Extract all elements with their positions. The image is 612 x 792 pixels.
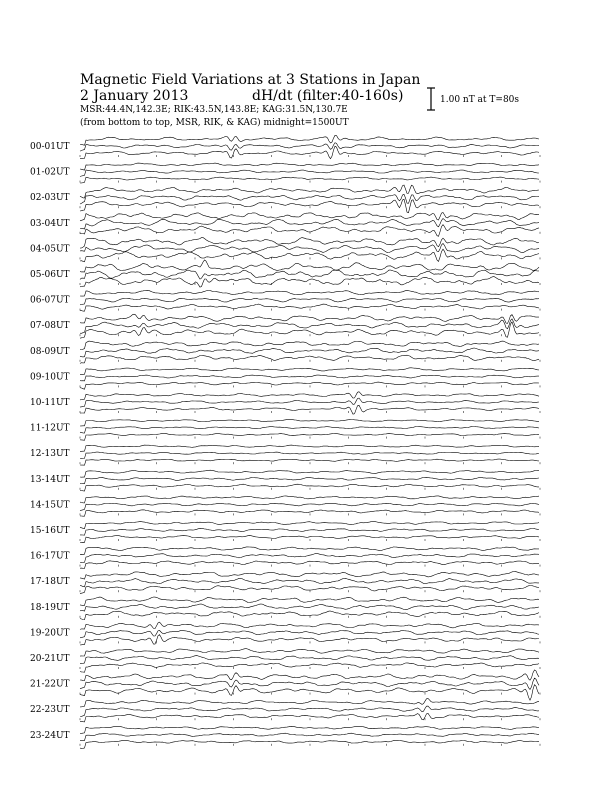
row-05-06ut: [30, 260, 540, 287]
trace-msr: [80, 522, 539, 529]
trace-msr: [80, 496, 539, 503]
trace-msr: [80, 419, 539, 426]
trace-rik: [80, 143, 539, 151]
trace-kag: [80, 322, 539, 338]
trace-rik: [80, 477, 539, 483]
trace-rik: [80, 194, 539, 204]
row-21-22ut: [30, 670, 540, 700]
row-label: 15-16UT: [30, 526, 70, 536]
trace-msr: [80, 341, 539, 350]
trace-rik: [80, 170, 539, 177]
row-07-08ut: [30, 314, 540, 338]
trace-kag: [80, 355, 539, 363]
page-title: Magnetic Field Variations at 3 Stations in Japan: [80, 72, 421, 88]
trace-kag: [80, 510, 539, 516]
row-label: 10-11UT: [30, 398, 70, 408]
trace-rik: [80, 244, 539, 253]
row-label: 13-14UT: [30, 474, 70, 485]
trace-kag: [80, 277, 539, 288]
trace-msr: [80, 726, 539, 733]
trace-kag: [80, 199, 539, 213]
trace-kag: [80, 433, 539, 440]
row-label: 00-01UT: [30, 142, 70, 152]
trace-kag: [80, 146, 539, 159]
row-label: 08-09UT: [30, 346, 70, 357]
row-label: 02-03UT: [30, 193, 70, 204]
trace-rik: [80, 270, 539, 279]
row-label: 21-22UT: [30, 679, 70, 690]
row-08-09ut: [30, 341, 540, 363]
trace-rik: [80, 298, 539, 305]
trace-rik: [80, 706, 539, 716]
trace-rik: [80, 630, 539, 637]
trace-rik: [80, 528, 539, 535]
trace-msr: [80, 445, 539, 451]
row-03-04ut: [30, 213, 540, 237]
trace-msr: [80, 547, 539, 555]
trace-rik: [80, 427, 539, 434]
row-label: 17-18UT: [30, 577, 70, 588]
row-02-03ut: [30, 185, 540, 213]
trace-rik: [80, 503, 539, 510]
row-label: 19-20UT: [30, 628, 70, 639]
row-label: 07-08UT: [30, 321, 70, 332]
trace-kag: [80, 225, 539, 237]
row-22-23ut: [30, 698, 540, 722]
trace-kag: [80, 611, 539, 620]
trace-rik: [80, 348, 539, 357]
row-12-13ut: [30, 445, 540, 465]
trace-msr: [80, 670, 539, 681]
row-04-05ut: [30, 238, 540, 262]
row-17-18ut: [30, 571, 540, 593]
row-label: 09-10UT: [30, 372, 70, 383]
row-label: 14-15UT: [30, 500, 70, 511]
row-15-16ut: [30, 522, 540, 543]
row-14-15ut: [30, 496, 540, 516]
row-label: 23-24UT: [30, 730, 70, 741]
row-19-20ut: [30, 622, 540, 645]
row-16-17ut: [30, 547, 540, 569]
trace-kag: [80, 382, 539, 389]
row-label: 11-12UT: [30, 423, 70, 434]
scale-label: 1.00 nT at T=80s: [440, 95, 520, 105]
trace-kag: [80, 177, 539, 183]
row-label: 20-21UT: [30, 654, 70, 664]
quantity-label: dH/dt (filter:40-160s): [252, 88, 404, 104]
row-10-11ut: [30, 392, 540, 414]
row-label: 16-17UT: [30, 551, 70, 562]
row-13-14ut: [30, 470, 540, 491]
trace-msr: [80, 470, 539, 477]
trace-rik: [80, 219, 539, 230]
trace-rik: [80, 733, 539, 740]
trace-msr: [80, 314, 539, 323]
trace-kag: [80, 405, 539, 414]
trace-kag: [80, 685, 539, 701]
trace-msr: [80, 392, 539, 400]
row-label: 05-06UT: [30, 270, 70, 280]
trace-kag: [80, 740, 539, 748]
trace-kag: [80, 304, 539, 311]
trace-msr: [80, 135, 539, 145]
row-06-07ut: [30, 290, 540, 311]
trace-kag: [80, 249, 539, 262]
trace-msr: [80, 649, 539, 656]
trace-rik: [80, 604, 539, 611]
trace-msr: [80, 260, 539, 272]
row-18-19ut: [30, 597, 540, 620]
trace-msr: [80, 698, 539, 707]
row-label: 04-05UT: [30, 244, 70, 255]
row-label: 06-07UT: [30, 295, 70, 306]
trace-rik: [80, 578, 539, 587]
trace-msr: [80, 163, 539, 170]
scale-bar: [427, 88, 435, 110]
trace-kag: [80, 459, 539, 465]
row-label: 18-19UT: [30, 602, 70, 613]
row-label: 03-04UT: [30, 218, 70, 229]
trace-kag: [80, 635, 539, 645]
row-label: 01-02UT: [30, 167, 70, 178]
trace-msr: [80, 238, 539, 249]
stations-label: MSR:44.4N,142.3E; RIK:43.5N,143.8E; KAG:31.5N,130.7E: [80, 105, 348, 115]
trace-rik: [80, 656, 539, 664]
row-11-12ut: [30, 419, 540, 440]
trace-kag: [80, 663, 539, 672]
trace-msr: [80, 213, 539, 221]
trace-rik: [80, 375, 539, 381]
order-note: (from bottom to top, MSR, RIK, & KAG) midnight=1500UT: [80, 118, 349, 128]
trace-kag: [80, 586, 539, 594]
row-label: 22-23UT: [30, 705, 70, 716]
trace-kag: [80, 484, 539, 491]
trace-rik: [80, 398, 539, 407]
trace-msr: [80, 571, 539, 579]
row-00-01ut: [30, 135, 540, 158]
date-label: 2 January 2013: [80, 88, 189, 104]
trace-kag: [80, 536, 539, 543]
trace-rik: [80, 452, 539, 459]
trace-msr: [80, 368, 539, 375]
row-23-24ut: [30, 726, 540, 748]
trace-msr: [80, 622, 539, 629]
row-label: 12-13UT: [30, 449, 70, 460]
trace-kag: [80, 713, 539, 722]
trace-rik: [80, 678, 539, 689]
row-20-21ut: [30, 649, 540, 673]
row-09-10ut: [30, 368, 540, 389]
trace-msr: [80, 290, 539, 296]
row-01-02ut: [30, 163, 540, 183]
trace-msr: [80, 597, 539, 605]
trace-kag: [80, 561, 539, 569]
